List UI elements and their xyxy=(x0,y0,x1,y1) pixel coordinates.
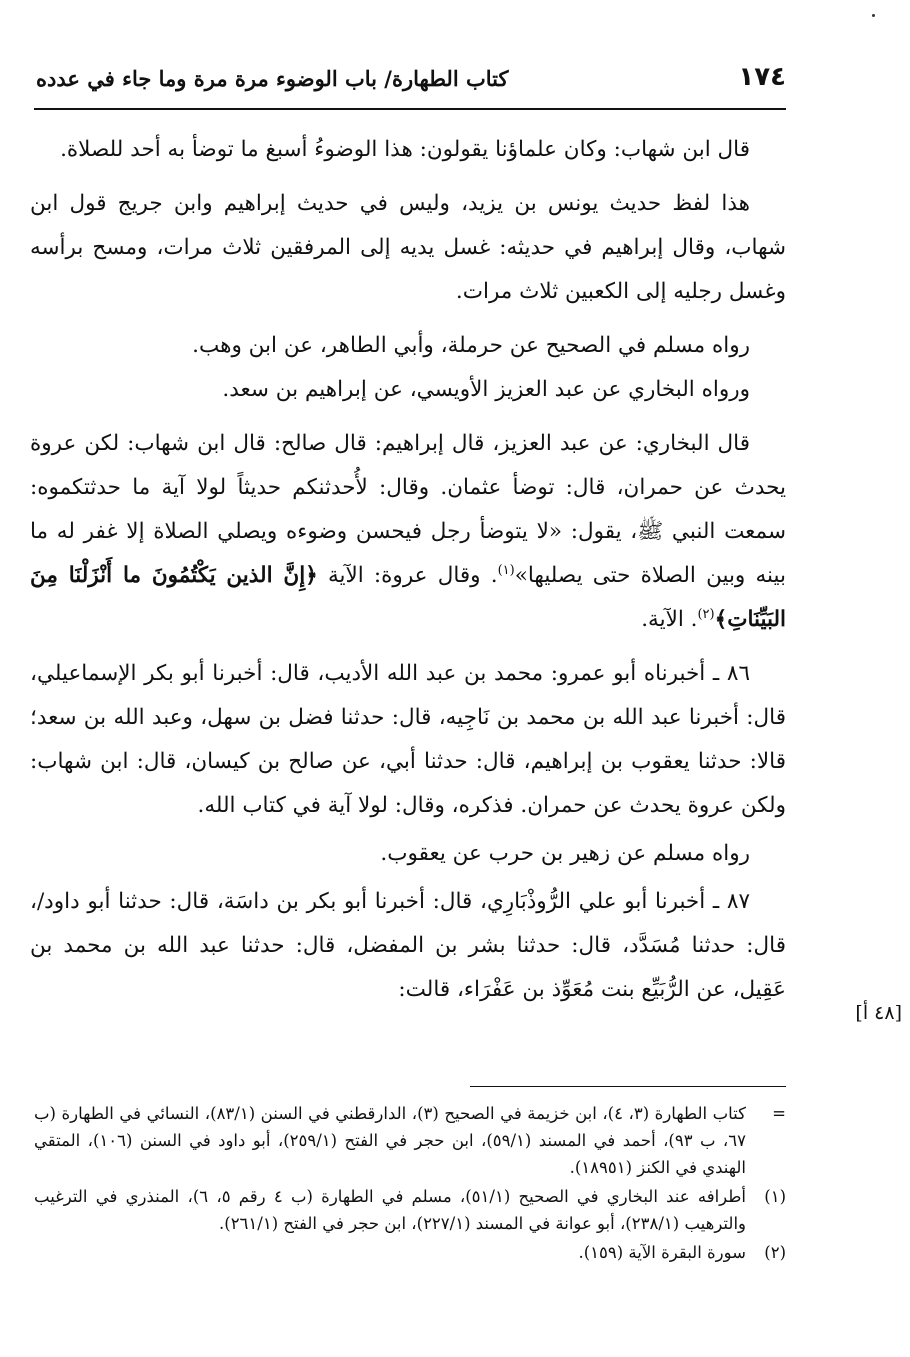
narration-muslim-zuhair: رواه مسلم عن زهير بن حرب عن يعقوب. xyxy=(380,841,750,866)
footnote-2 xyxy=(34,1239,786,1266)
hadith-87: ٨٧ ـ أخبرنا أبو علي الرُّوذْبَارِي، قال: أخبرنا أبو بكر بن داسَة، قال: حدثنا أبو داود/، قال: حدثنا مُسَدَّد، قال: حدثنا بشر بن المفضل، قال: حدثنا عبد الله بن محمد بن عَقِيل، عن الرُّبَيِّع بنت مُعَوِّذ بن عَفْرَاء، قالت: xyxy=(30,889,786,1002)
quran-verse: ﴿إِنَّ الذين يَكْتُمُونَ ما أَنْزَلْنَا مِنَ البَيِّنَاتِ﴾ xyxy=(30,563,786,632)
narration-bukhari: ورواه البخاري عن عبد العزيز الأويسي، عن إبراهيم بن سعد. xyxy=(222,377,750,402)
footnote-ref-1: (١) xyxy=(497,562,515,578)
scan-speck xyxy=(872,14,875,17)
footnote-1 xyxy=(34,1183,786,1237)
footnote-marker: = xyxy=(772,1104,786,1123)
hadith-continuation: . وقال عروة: الآية xyxy=(327,563,498,588)
hadith-end: . الآية. xyxy=(641,607,698,632)
footnote-marker: (١) xyxy=(764,1187,786,1206)
hadith-text: قال البخاري: عن عبد العزيز، قال إبراهيم: قال صالح: قال ابن شهاب: لكن عروة يحدث عن حمران، قال: توضأ عثمان. وقال: لأُحدثنكم حديثاً لولا آية ما حدثتكموه: سمعت النبي ﷺ، يقول: «لا يتوضأ رجل فيحسن وضوءه ويصلي الصلاة إلا غفر له ما بينه وبين الصلاة حتى يصليها» xyxy=(30,431,786,588)
footnote-text: كتاب الطهارة (٣، ٤)، ابن خزيمة في الصحيح (٣)، الدارقطني في السنن (٨٣/١)، النسائي في الطهارة (ب ٦٧، ب ٩٣)، أحمد في المسند (٥٩/١)، ابن حجر في الفتح (٢٥٩/١)، أبو داود في السنن (١٠٦)، المتقي الهندي في الكنز (١٨٩٥١). xyxy=(34,1104,746,1177)
page-number: ١٧٤ xyxy=(738,62,786,92)
footnotes xyxy=(34,1100,786,1268)
manuscript-folio-ref: [٤٨ أ] xyxy=(855,1002,902,1024)
footnote-continuation xyxy=(34,1100,786,1181)
paragraph-bukhari-hadith xyxy=(30,422,786,642)
header-title: كتاب الطهارة/ باب الوضوء مرة مرة وما جاء في عدده xyxy=(36,66,509,91)
hadith-86: ٨٦ ـ أخبرناه أبو عمرو: محمد بن عبد الله الأديب، قال: أخبرنا أبو بكر الإسماعيلي، قال: أخبرنا عبد الله بن محمد بن نَاجِيه، قال: حدثنا فضل بن سهل، وعبد الله بن سعد؛ قالا: حدثنا يعقوب بن إبراهيم، قال: حدثنا أبي، عن صالح بن كيسان، قال: ابن شهاب: ولكن عروة يحدث عن حمران. فذكره، وقال: لولا آية في كتاب الله. xyxy=(30,661,786,818)
paragraph-yunus-note: هذا لفظ حديث يونس بن يزيد، وليس في حديث إبراهيم وابن جريج قول ابن شهاب، وقال إبراهيم في حديثه: غسل يديه إلى المرفقين ثلاث مرات، ومسح برأسه وغسل رجليه إلى الكعبين ثلاث مرات. xyxy=(30,191,786,304)
footnote-divider xyxy=(470,1086,786,1087)
paragraph-ibn-shihab: قال ابن شهاب: وكان علماؤنا يقولون: هذا الوضوءُ أسبغ ما توضأ به أحد للصلاة. xyxy=(60,137,750,162)
header-divider xyxy=(34,108,786,110)
footnote-marker: (٢) xyxy=(764,1243,786,1262)
running-header xyxy=(36,62,786,102)
narration-muslim: رواه مسلم في الصحيح عن حرملة، وأبي الطاهر، عن ابن وهب. xyxy=(192,333,750,358)
footnote-ref-2: (٢) xyxy=(697,606,715,622)
footnote-text: سورة البقرة الآية (١٥٩). xyxy=(578,1243,746,1262)
footnote-text: أطرافه عند البخاري في الصحيح (٥١/١)، مسلم في الطهارة (ب ٤ رقم ٥، ٦)، المنذري في الترغيب والترهيب (٢٣٨/١)، أبو عوانة في المسند (٢٢٧/١)، ابن حجر في الفتح (٢٦١/١). xyxy=(34,1187,746,1233)
main-text xyxy=(30,128,786,1022)
